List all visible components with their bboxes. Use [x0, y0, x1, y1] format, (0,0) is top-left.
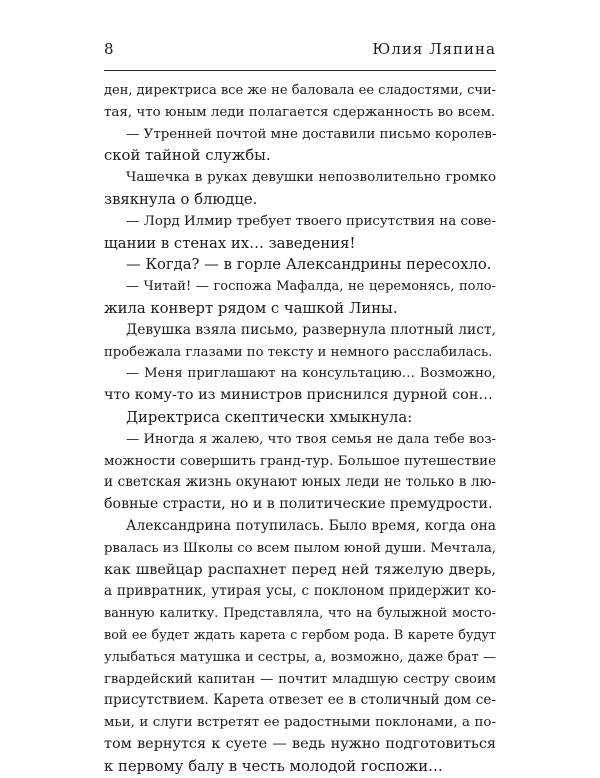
text-line: — Читай! — госпожа Мафалда, не церемонясь, поло- [126, 279, 496, 295]
text-line: как швейцар распахнет перед ней тяжелую дверь, [104, 561, 496, 578]
text-line: к первому балу в честь молодой госпожи… [104, 757, 443, 775]
text-line: Директриса скептически хмыкнула: [126, 408, 413, 426]
text-line: пробежала глазами по тексту и немного расслабилась. [104, 344, 493, 360]
page-number: 8 [104, 40, 114, 58]
text-line: ден, директриса все же не баловала ее сладостями, счи- [104, 83, 496, 98]
text-line: — Лорд Илмир требует твоего присутствия на сове- [126, 213, 497, 229]
text-line: бовные страсти, но и в политические премудрости. [104, 496, 493, 513]
text-line: — Когда? — в горле Александрины пересохло. [126, 256, 492, 274]
text-line: — Иногда я жалею, что твоя семья не дала тебе воз- [126, 431, 496, 447]
body-text [104, 80, 496, 778]
page-header [104, 40, 496, 71]
text-line: щании в стенах их… заведения! [104, 234, 356, 252]
text-line: а привратник, утирая усы, с поклоном придержит ко- [104, 583, 496, 600]
running-head-author: Юлия Ляпина [372, 40, 496, 58]
text-line: и светская жизнь окунают юных леди не только в лю- [104, 474, 496, 491]
text-line: Чашечка в руках девушки непозволительно громко [126, 170, 496, 186]
text-line: вой ее будет ждать карета с гербом рода. В карете будут [104, 627, 496, 643]
text-line: звякнула о блюдце. [104, 190, 258, 208]
text-line: жила конверт рядом с чашкой Лины. [104, 299, 398, 317]
text-line: Александрина потупилась. Было время, когда она [126, 517, 496, 534]
text-line: том вернутся к суете — ведь нужно подготовиться [104, 735, 496, 752]
text-line: рвалась из Школы со всем пылом юной души. Мечтала, [104, 540, 496, 556]
text-line: ванную калитку. Представляла, что на булыжной мосто- [104, 606, 496, 622]
text-line: Девушка взяла письмо, развернула плотный лист, [126, 321, 496, 338]
text-line: — Меня приглашают на консультацию… Возможно, [126, 366, 496, 382]
text-line: можности совершить гранд-тур. Большое путешествие [104, 453, 496, 469]
text-line: присутствием. Карета отвезет ее в столичный дом се- [104, 692, 496, 709]
text-line: мьи, и слуги встретят ее радостными поклонами, а по- [104, 715, 496, 731]
text-line: улыбаться матушка и сестры, а, возможно, даже брат — [104, 649, 496, 665]
text-line: — Утренней почтой мне доставили письмо королев- [126, 126, 497, 142]
text-line: тая, что юным леди полагается сдержанность во всем. [104, 104, 496, 120]
text-line: что кому-то из министров приснился дурной сон… [104, 387, 493, 404]
text-line: ской тайной службы. [104, 147, 271, 165]
text-line: гвардейский капитан — почтит младшую сестру своим [104, 671, 496, 687]
